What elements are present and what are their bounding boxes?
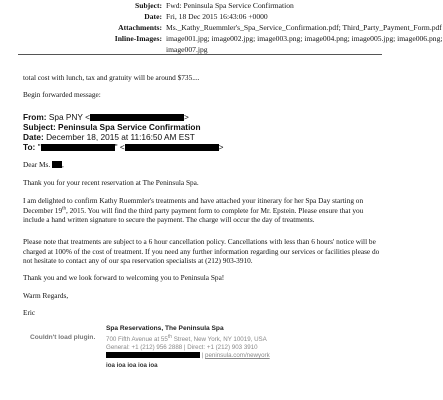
signature-web [106,352,270,360]
forwarded-to-end: > [218,142,224,152]
forwarded-from-end: > [183,112,189,122]
thanks-paragraph: Thank you for your recent reservation at The Peninsula Spa. [23,178,199,187]
forwarded-date-label: Date: [23,132,44,142]
signature-phone: General: +1 (212) 956 2888 | Direct: +1 (212) 903 3910 [106,344,258,351]
greeting [23,160,383,170]
header-divider [18,54,382,55]
redacted-block [90,114,184,121]
redacted-block [106,352,200,358]
header-date-value: Fri, 18 Dec 2015 16:43:06 +0000 [166,12,268,21]
confirmation-text-a: I am delighted to confirm Kathy Ruemmler's treatments and have attached your itinerary for her Spa Day starting on December 19 [23,196,364,215]
confirmation-paragraph [23,196,383,225]
signature-address [106,333,267,344]
policy-paragraph: Please note that treatments are subject to a 6 hour cancellation policy. Cancellations with less than 6 hours' notice will be charged at 100% of the cost of treatment. If you need any further information regarding our services or facilities please do not hesitate to contact any of our spa reservation specialists at (212) 903-3910. [23,237,380,266]
forwarded-date [23,133,195,143]
forwarded-date-value: December 18, 2015 at 11:16:50 AM EST [46,132,195,142]
forwarded-to-quote-open: " [37,142,41,152]
forwarded-from-label: From: [23,112,47,122]
sender-name: Eric [23,308,36,317]
signature-address-a: 700 Fifth Avenue at 55 [106,336,168,343]
forwarded-to-mid: " < [114,142,125,152]
plugin-placeholder: Couldn't load plugin. [30,334,96,341]
greeting-end: , [61,160,64,169]
welcome-paragraph: Thank you and we look forward to welcoming you to Peninsula Spa! [23,273,225,282]
header-inline-images-label: Inline-Images: [114,34,162,43]
greeting-text: Dear Ms. [23,160,51,169]
closing: Warm Regards, [23,291,69,300]
begin-forwarded-line: Begin forwarded message: [23,90,101,99]
forwarded-from-value: Spa PNY < [48,112,90,122]
signature-address-b: Street, New York, NY 10019, USA [171,336,267,343]
signature-org: Spa Reservations, The Peninsula Spa [106,325,224,332]
redacted-block [41,144,115,151]
header-date-label: Date: [144,12,162,21]
header-subject-label: Subject: [135,1,162,10]
header-inline-images-value: image001.jpg; image002.jpg; image003.png; image004.png; image005.jpg; image006.png; [166,34,443,43]
header-attachments-label: Attachments: [118,23,162,32]
signature-link[interactable]: peninsula.com/newyork [205,352,270,359]
header-subject-value: Fwd: Peninsula Spa Service Confirmation [166,1,294,10]
confirmation-sup: th [62,206,66,212]
redacted-block [52,161,62,168]
forwarded-subject-value: Peninsula Spa Service Confirmation [58,122,201,132]
signature-images: ioa ioa ioa ioa ioa [106,362,158,369]
forwarded-to-label: To: [23,142,36,152]
redacted-block [125,144,219,151]
signature-address-sup: th [167,333,172,340]
signature-link-sep: | [200,352,206,359]
confirmation-text-b: , 2015. You will find the third party payment form to complete for Mr. Epstein. Please ensure that you include a hand written signature to secure the payment. The charge will occur the day of treatments. [23,205,364,225]
header-attachments-value[interactable]: Ms._Kathy_Ruemmler's_Spa_Service_Confirmation.pdf; Third_Party_Payment_Form.pdf [166,23,442,32]
header-inline-images-value-2: image007.jpg [166,45,208,54]
cost-line: total cost with lunch, tax and gratuity will be around $735.... [23,73,200,82]
forwarded-subject-label: Subject: [23,122,56,132]
forwarded-to [23,143,224,153]
